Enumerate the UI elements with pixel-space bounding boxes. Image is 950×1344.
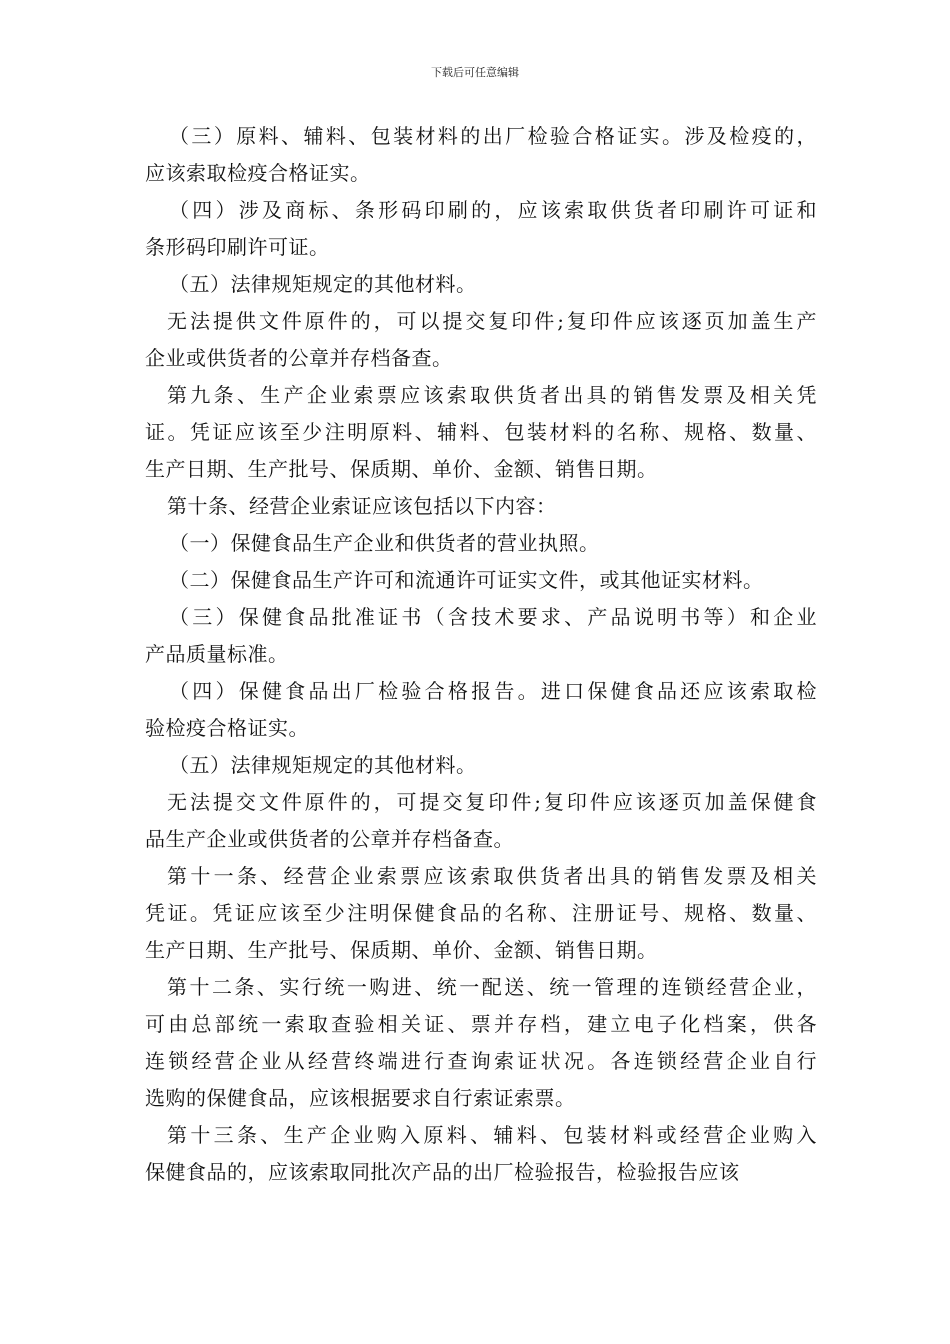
text-line: （二）保健食品生产许可和流通许可证实文件，或其他证实材料。 (169, 568, 764, 592)
paragraph (145, 192, 817, 266)
text-line: （三）保健食品批准证书（含技术要求、产品说明书等）和企业 (169, 605, 817, 629)
paragraph (145, 562, 817, 599)
paragraph (145, 118, 817, 192)
text-line: 证。凭证应该至少注明原料、辅料、包装材料的名称、规格、数量、 (145, 420, 817, 444)
paragraph (145, 377, 817, 488)
paragraph (145, 303, 817, 377)
text-line: 条形码印刷许可证。 (145, 235, 330, 259)
text-line: 连锁经营企业从经营终端进行查询索证状况。各连锁经营企业自行 (145, 1049, 817, 1073)
paragraph (145, 525, 817, 562)
document-body (145, 118, 817, 1191)
text-line: 可由总部统一索取查验相关证、票并存档，建立电子化档案，供各 (145, 1012, 817, 1036)
text-line: 无法提交文件原件的，可提交复印件;复印件应该逐页加盖保健食 (167, 790, 817, 814)
text-line: 品生产企业或供货者的公章并存档备查。 (145, 827, 514, 851)
text-line: 生产日期、生产批号、保质期、单价、金额、销售日期。 (145, 938, 658, 962)
paragraph (145, 599, 817, 673)
text-line: （五）法律规矩规定的其他材料。 (169, 272, 477, 296)
text-line: （一）保健食品生产企业和供货者的营业执照。 (169, 531, 600, 555)
paragraph (145, 266, 817, 303)
text-line: 第九条、生产企业索票应该索取供货者出具的销售发票及相关凭 (167, 383, 817, 407)
text-line: （四）涉及商标、条形码印刷的，应该索取供货者印刷许可证和 (169, 198, 817, 222)
paragraph (145, 969, 817, 1117)
text-line: （五）法律规矩规定的其他材料。 (169, 753, 477, 777)
text-line: 生产日期、生产批号、保质期、单价、金额、销售日期。 (145, 457, 658, 481)
paragraph (145, 784, 817, 858)
paragraph (145, 858, 817, 969)
text-line: 企业或供货者的公章并存档备查。 (145, 346, 453, 370)
text-line: 应该索取检疫合格证实。 (145, 161, 371, 185)
paragraph (145, 747, 817, 784)
text-line: 产品质量标准。 (145, 642, 289, 666)
text-line: 保健食品的，应该索取同批次产品的出厂检验报告，检验报告应该 (145, 1160, 740, 1184)
text-line: 第十条、经营企业索证应该包括以下内容： (167, 494, 557, 518)
text-line: 第十二条、实行统一购进、统一配送、统一管理的连锁经营企业， (167, 975, 817, 999)
paragraph (145, 673, 817, 747)
text-line: 无法提供文件原件的，可以提交复印件;复印件应该逐页加盖生产 (167, 309, 817, 333)
text-line: 凭证。凭证应该至少注明保健食品的名称、注册证号、规格、数量、 (145, 901, 817, 925)
text-line: 验检疫合格证实。 (145, 716, 309, 740)
text-line: （四）保健食品出厂检验合格报告。进口保健食品还应该索取检 (169, 679, 817, 703)
text-line: 第十一条、经营企业索票应该索取供货者出具的销售发票及相关 (167, 864, 817, 888)
text-line: 选购的保健食品，应该根据要求自行索证索票。 (145, 1086, 576, 1110)
page-header: 下载后可任意编辑 (431, 66, 519, 79)
text-line: 第十三条、生产企业购入原料、辅料、包装材料或经营企业购入 (167, 1123, 817, 1147)
paragraph (145, 488, 817, 525)
paragraph (145, 1117, 817, 1191)
text-line: （三）原料、辅料、包装材料的出厂检验合格证实。涉及检疫的， (169, 124, 817, 148)
